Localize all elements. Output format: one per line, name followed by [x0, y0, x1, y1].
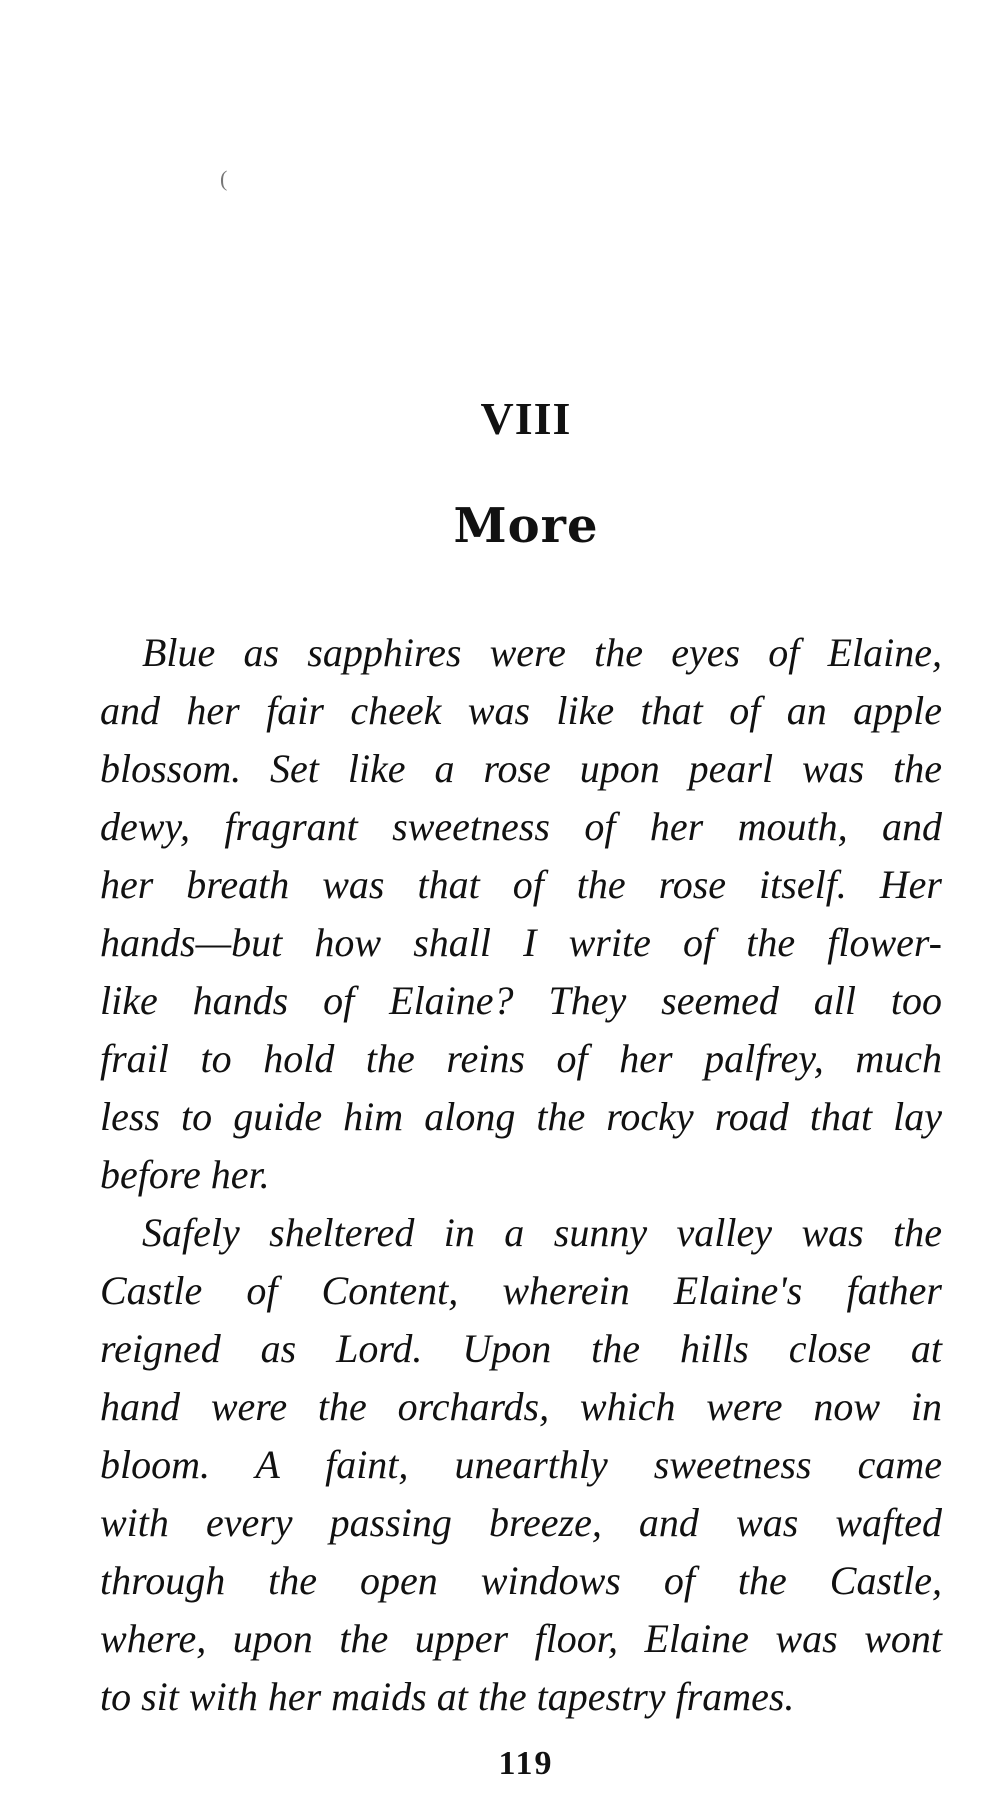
text-line: through the open windows of the Castle, [100, 1558, 942, 1603]
stray-ink-mark: ( [220, 166, 228, 191]
text-line: reigned as Lord. Upon the hills close at [100, 1326, 942, 1371]
text-line: to sit with her maids at the tapestry frames. [100, 1674, 795, 1719]
text-line: Safely sheltered in a sunny valley was the [142, 1210, 942, 1255]
text-line: blossom. Set like a rose upon pearl was the [100, 746, 942, 791]
page-number: 119 [498, 1745, 554, 1782]
text-line: hands—but how shall I write of the flower- [100, 920, 942, 965]
paragraph-2 [100, 1204, 942, 1726]
text-line: like hands of Elaine? They seemed all too [100, 978, 942, 1023]
text-line: Castle of Content, wherein Elaine's father [100, 1268, 942, 1313]
text-line: and her fair cheek was like that of an apple [100, 688, 942, 733]
text-line: before her. [100, 1152, 270, 1197]
text-line: her breath was that of the rose itself. Her [100, 862, 942, 907]
paragraph-1 [100, 624, 942, 1204]
chapter-title: More [453, 498, 599, 554]
chapter-number: VIII [480, 393, 572, 444]
text-line: bloom. A faint, unearthly sweetness came [100, 1442, 942, 1487]
text-line: hand were the orchards, which were now in [100, 1384, 942, 1429]
text-line: frail to hold the reins of her palfrey, much [100, 1036, 942, 1081]
text-line: dewy, fragrant sweetness of her mouth, and [100, 804, 942, 849]
text-line: with every passing breeze, and was wafted [100, 1500, 942, 1545]
text-line: Blue as sapphires were the eyes of Elaine, [142, 630, 942, 675]
text-line: where, upon the upper floor, Elaine was wont [100, 1616, 942, 1661]
text-line: less to guide him along the rocky road that lay [100, 1094, 942, 1139]
